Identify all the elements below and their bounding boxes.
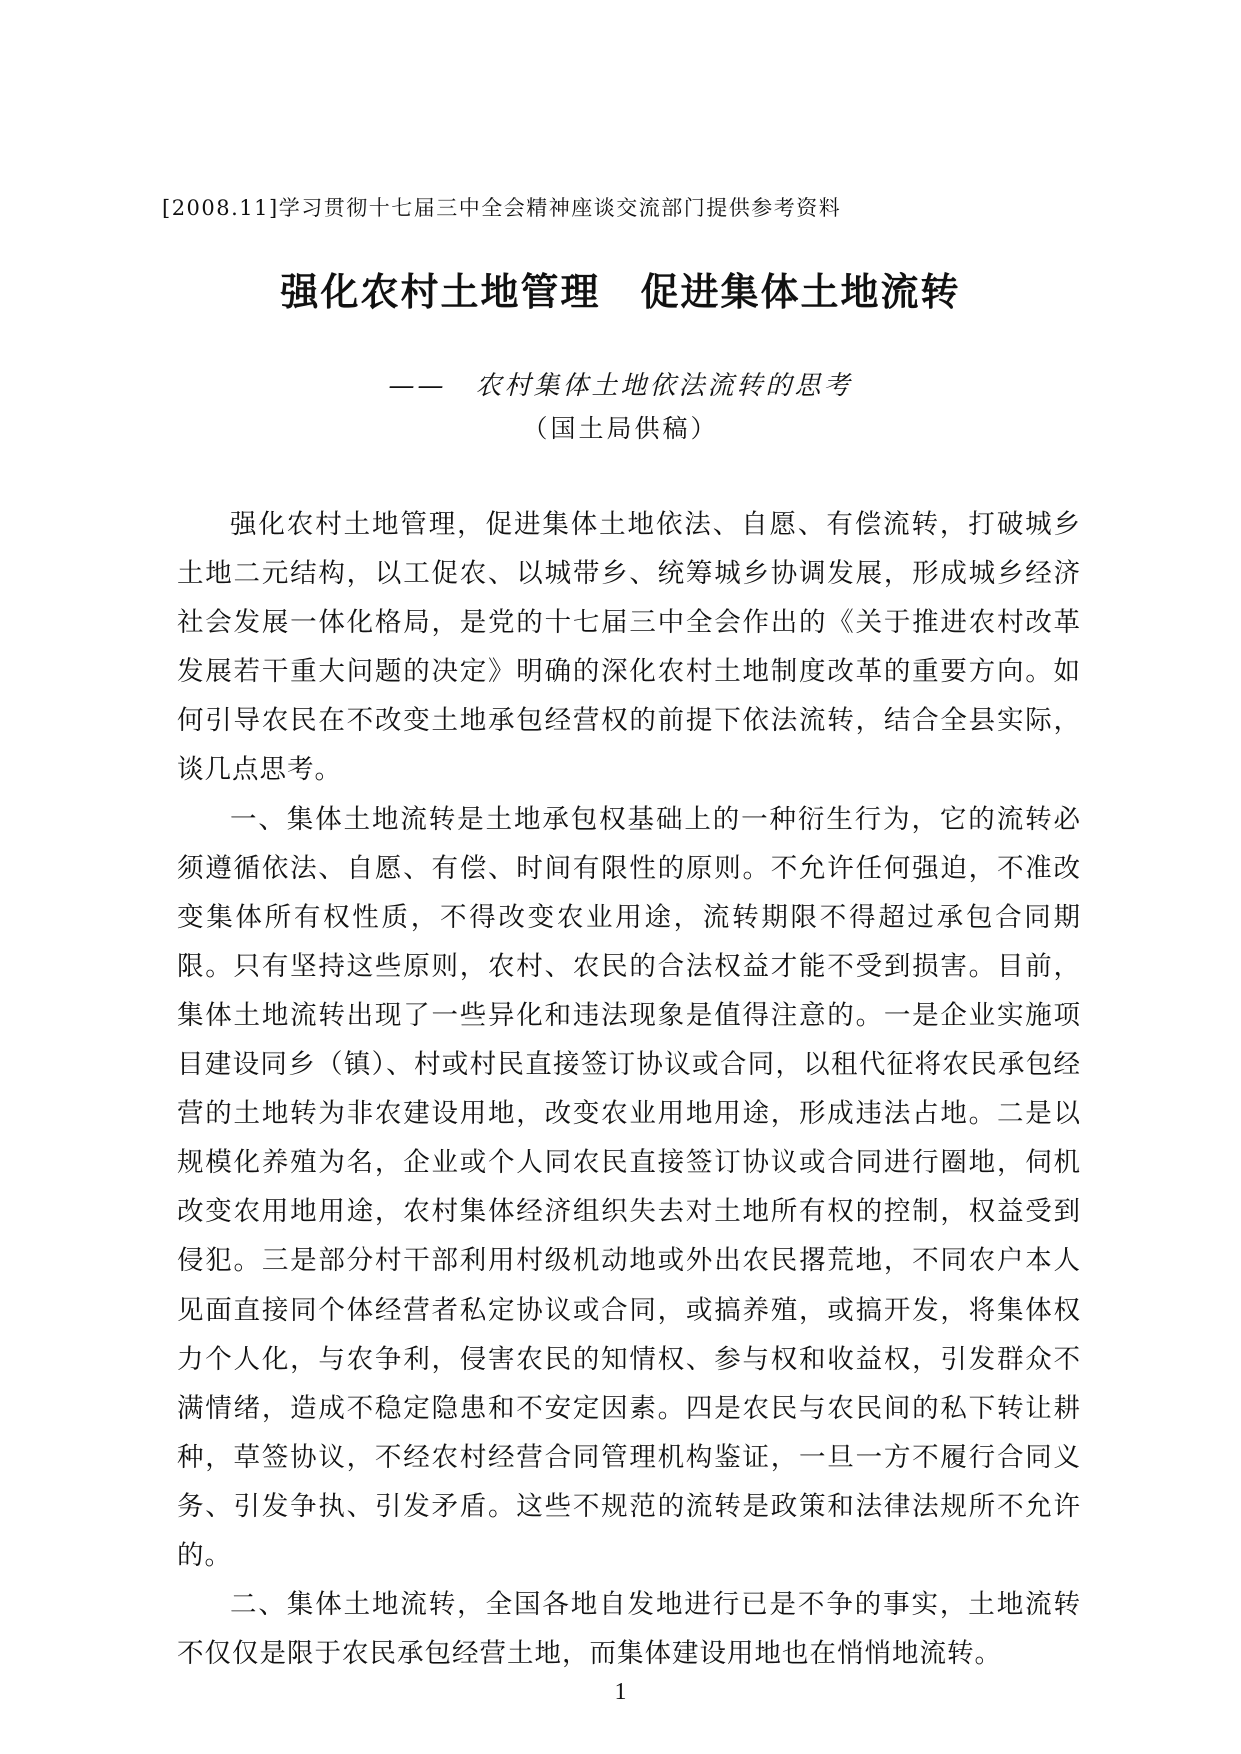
page-title: 强化农村土地管理 促进集体土地流转 — [280, 270, 961, 314]
page-number: 1 — [614, 1679, 627, 1705]
paragraph: 强化农村土地管理，促进集体土地依法、自愿、有偿流转，打破城乡土地二元结构，以工促农、以城带乡、统筹城乡协调发展，形成城乡经济社会发展一体化格局，是党的十七届三中全会作出的《关于推进农村改革发展若干重大问题的决定》明确的深化农村土地制度改革的重要方向。如何引导农民在不改变土地承包经营权的前提下依法流转，结合全县实际，谈几点思考。 — [177, 509, 1081, 786]
source-note: （国土局供稿） — [522, 414, 719, 443]
paragraph: 一、集体土地流转是土地承包权基础上的一种衍生行为，它的流转必须遵循依法、自愿、有偿、时间有限性的原则。不允许任何强迫，不准改变集体所有权性质，不得改变农业用途，流转期限不得超过承包合同期限。只有坚持这些原则，农村、农民的合法权益才能不受到损害。目前，集体土地流转出现了一些异化和违法现象是值得注意的。一是企业实施项目建设同乡（镇）、村或村民直接签订协议或合同，以租代征将农民承包经营的土地转为非农建设用地，改变农业用地用途，形成违法占地。二是以规模化养殖为名，企业或个人同农民直接签订协议或合同进行圈地，伺机改变农用地用途，农村集体经济组织失去对土地所有权的控制，权益受到侵犯。三是部分村干部利用村级机动地或外出农民撂荒地，不同农户本人见面直接同个体经营者私定协议或合同，或搞养殖，或搞开发，将集体权力个人化，与农争利，侵害农民的知情权、参与权和收益权，引发群众不满情绪，造成不稳定隐患和不安定因素。四是农民与农民间的私下转让耕种，草签协议，不经农村经营合同管理机构鉴证，一旦一方不履行合同义务、引发争执、引发矛盾。这些不规范的流转是政策和法律法规所不允许的。 — [177, 803, 1081, 1571]
document-body — [177, 500, 1081, 1678]
header-note: [2008.11]学习贯彻十七届三中全会精神座谈交流部门提供参考资料 — [162, 196, 842, 220]
subtitle: —— 农村集体土地依法流转的思考 — [388, 371, 853, 401]
paragraph: 二、集体土地流转，全国各地自发地进行已是不争的事实，土地流转不仅仅是限于农民承包经营土地，而集体建设用地也在悄悄地流转。 — [177, 1589, 1081, 1670]
